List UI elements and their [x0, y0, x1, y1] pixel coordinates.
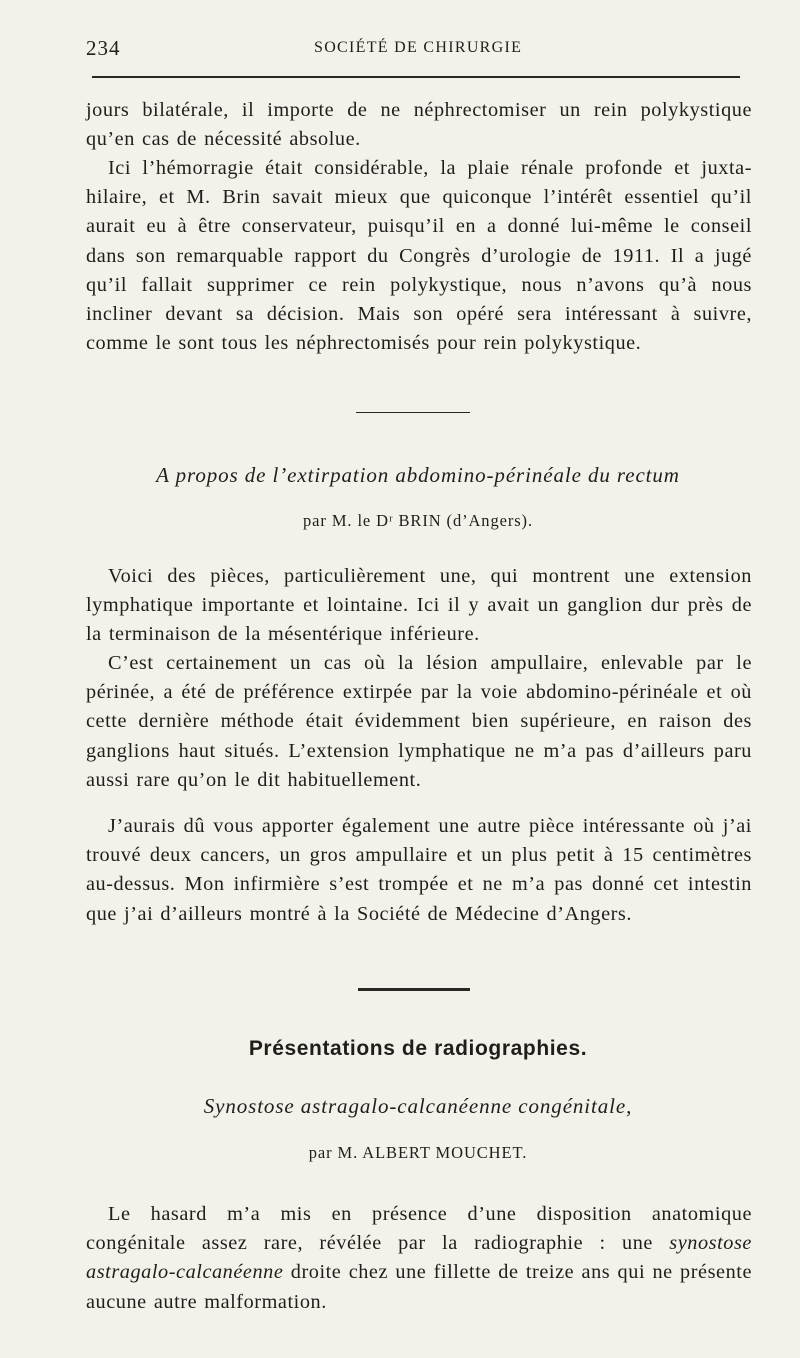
paragraph-synostose — [86, 1200, 752, 1317]
paragraph-lymphatic-extension: Voici des pièces, particulièrement une, qui montrent une extension lymphatique importante et lointaine. Ici il y avait un ganglion dur près de la terminaison de la mésentérique inférieure. — [86, 565, 752, 646]
paragraph-hemorrhage: Ici l’hémorragie était considérable, la plaie rénale profonde et juxta-hilaire, et M. Brin savait mieux que quiconque l’intérêt essentiel qu’il aurait eu à être conservateur, puisqu’il en a donné lui-même le conseil dans son remarquable rapport du Congrès d’urologie de 1911. Il a jugé qu’il fallait supprimer ce rein polykystique, nous n’avons qu’à nous incliner devant sa décision. Mais son opéré sera intéressant à suivre, comme le sont tous les néphrectomisés pour rein polykystique. — [86, 157, 752, 355]
section-separator-thick — [358, 988, 470, 991]
paragraph-synostose-italic-term: synostose astragalo-calcanéenne — [86, 1232, 752, 1284]
article-title-rectum: A propos de l’extirpation abdomino-périnéale du rectum — [156, 463, 680, 487]
article-byline-mouchet: par M. ALBERT MOUCHET. — [308, 1143, 528, 1162]
header-rule — [92, 76, 740, 78]
paragraph-continued: jours bilatérale, il importe de ne néphrectomiser un rein polykystique qu’en cas de nécessité absolue. — [86, 99, 752, 151]
article-title-synostose: Synostose astragalo-calcanéenne congénitale, — [203, 1094, 633, 1118]
paragraph-other-piece: J’aurais dû vous apporter également une autre pièce intéressante où j’ai trouvé deux cancers, un gros ampullaire et un plus petit à 15 centimètres au-dessus. Mon infirmière s’est trompée et ne m’a pas donné cet intestin que j’ai d’ailleurs montré à la Société de Médecine d’Angers. — [86, 815, 752, 925]
section-heading-radiographies: Présentations de radiographies. — [248, 1037, 588, 1060]
section-separator — [356, 412, 470, 413]
running-head — [86, 36, 750, 60]
page-number: 234 — [86, 36, 121, 60]
paragraph-synostose-text-end: droite chez une fillette de treize ans qui ne présente aucune autre malformation. — [86, 1261, 752, 1313]
article-byline-brin: par M. le Dʳ BRIN (d’Angers). — [303, 511, 533, 530]
paragraph-synostose-text-start: Le hasard m’a mis en présence d’une disposition anatomique congénitale assez rare, révélée par la radiographie : une — [86, 1203, 752, 1255]
paragraph-ampullary-lesion: C’est certainement un cas où la lésion ampullaire, enlevable par le périnée, a été de préférence extirpée par la voie abdomino-périnéale et où cette dernière méthode était évidemment bien supérieure, en raison des ganglions haut situés. L’extension lymphatique ne m’a pas d’ailleurs paru aussi rare qu’on le dit habituellement. — [86, 652, 752, 791]
running-title: SOCIÉTÉ DE CHIRURGIE — [314, 39, 523, 56]
